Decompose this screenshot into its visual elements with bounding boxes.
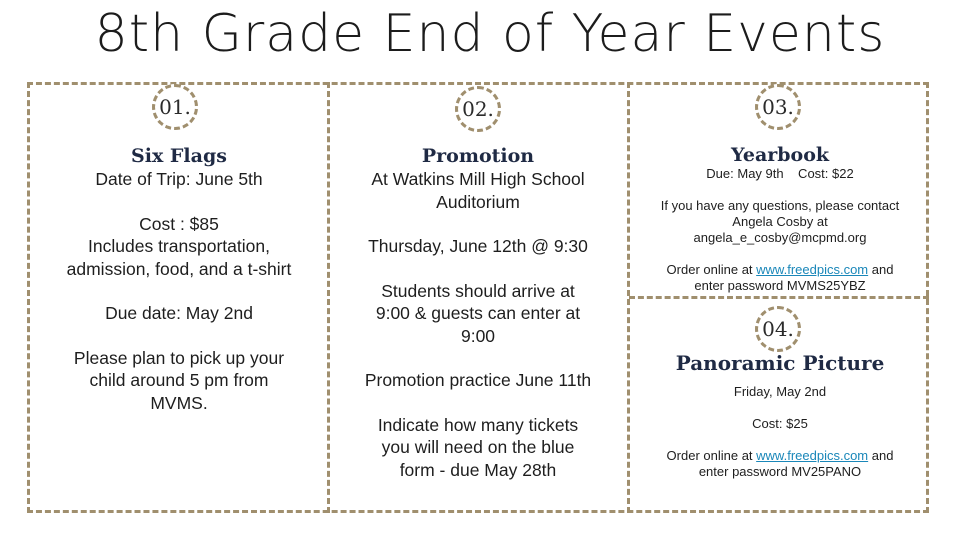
event-heading: Promotion	[421, 145, 535, 167]
order-line	[640, 262, 920, 278]
event-heading: Panoramic Picture	[675, 351, 885, 375]
order-suffix: and	[868, 448, 894, 463]
page-title: 8th Grade End of Year Events	[94, 4, 886, 64]
trip-cost: Cost : $85	[139, 213, 219, 234]
trip-due-date: Due date: May 2nd	[105, 303, 253, 323]
freedpics-link[interactable]: www.freedpics.com	[756, 448, 869, 463]
event-heading: Six Flags	[131, 145, 227, 167]
yearbook-due-cost: Due: May 9th Cost: $22	[706, 166, 854, 181]
order-prefix: Order online at	[666, 262, 757, 277]
promotion-location-line: Auditorium	[436, 191, 520, 212]
freedpics-link[interactable]: www.freedpics.com	[756, 262, 869, 277]
row-divider	[629, 296, 929, 299]
event-number-badge-3: 03.	[755, 84, 801, 130]
event-heading: Yearbook	[730, 144, 830, 166]
event-yearbook	[640, 144, 920, 294]
order-suffix: and	[868, 262, 894, 277]
tickets-note-line: form - due May 28th	[399, 459, 557, 480]
picture-date: Friday, May 2nd	[733, 384, 827, 399]
contact-email: angela_e_cosby@mcpmd.org	[693, 230, 867, 245]
arrival-note-line: 9:00 & guests can enter at	[375, 303, 581, 323]
promotion-date: Thursday, June 12th @ 9:30	[368, 236, 588, 256]
picture-cost: Cost: $25	[752, 416, 808, 431]
trip-includes-line: admission, food, and a t-shirt	[66, 258, 292, 279]
pickup-note-line: Please plan to pick up your	[73, 347, 285, 368]
event-promotion	[340, 144, 616, 481]
order-line	[640, 448, 920, 464]
arrival-note-line: Students should arrive at	[381, 280, 575, 301]
trip-date: Date of Trip: June 5th	[95, 169, 263, 189]
contact-line: Angela Cosby at	[732, 214, 828, 229]
pickup-note-line: child around 5 pm from	[89, 370, 269, 390]
column-divider-1	[327, 82, 330, 513]
event-number-badge-1: 01.	[152, 84, 198, 130]
event-six-flags	[42, 144, 316, 414]
practice-date: Promotion practice June 11th	[364, 370, 592, 390]
trip-includes-line: Includes transportation,	[88, 236, 270, 256]
event-number-badge-2: 02.	[455, 86, 501, 132]
event-number-badge-4: 04.	[755, 306, 801, 352]
arrival-note-line: 9:00	[460, 325, 496, 346]
tickets-note-line: you will need on the blue	[381, 437, 575, 457]
contact-line: If you have any questions, please contact	[660, 198, 900, 213]
order-prefix: Order online at	[666, 448, 757, 463]
promotion-location-line: At Watkins Mill High School	[371, 169, 585, 189]
pickup-note-line: MVMS.	[150, 392, 208, 413]
password-line: enter password MVMS25YBZ	[694, 278, 866, 293]
event-panoramic-picture	[640, 350, 920, 480]
password-line: enter password MV25PANO	[698, 464, 862, 479]
tickets-note-line: Indicate how many tickets	[377, 414, 579, 435]
